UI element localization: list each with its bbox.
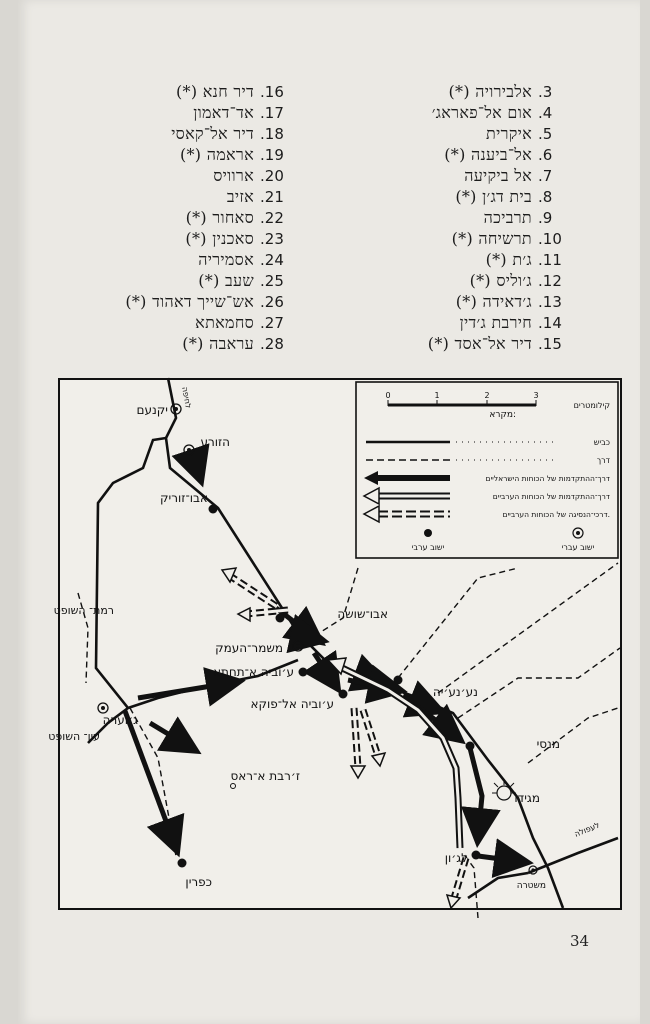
label-kafrin: כפרין [185,875,212,889]
scale-tick: 2 [484,391,490,400]
list-item: 27. סחמאתא [195,313,284,332]
legend-arab-advance: דרך־ההתקדמות של הכוחות הערביים [492,492,610,501]
legend [356,382,618,558]
list-item: 15. דיר אל־אסד (*) [427,334,562,353]
list-item: 13. ג׳דאידה (*) [455,292,562,311]
label-mansi: מנסי [536,737,560,751]
label-yokneam: יקנעם [136,403,168,417]
list-item: 10. תרשיחה (*) [451,229,562,248]
list-item: 17. אד־דאמון [193,103,284,122]
label-naghnaghiya: נע׳נע׳יה [432,685,478,699]
legend-road: כביש [593,438,610,447]
label-juara: ג׳וערה [102,713,138,727]
label-ramat-hashofet: רמת־ השופט [53,604,114,617]
list-item: 4. אום אל־פאראג׳ [431,103,553,122]
village-list-left [70,82,290,355]
list-item: 5. איקרית [486,124,553,143]
label-abu-shusha: אבו־שושה [337,607,388,621]
label-megiddo: מגידו [514,791,540,805]
list-item: 26. אש־שייך דאהוד (*) [125,292,284,311]
scale-tick: 0 [385,391,391,400]
legend-title: מקרא: [489,410,516,420]
list-item: 14. חירבת ג׳דין [459,313,562,332]
list-item: 6. אל־ביענה (*) [444,145,553,164]
legend-israeli-advance: דרך־ההתקדמות של הכוחות הישראליים [485,474,610,483]
list-item: 21. אזיב [226,187,284,206]
list-item: 22. סאחור (*) [185,208,284,227]
scale-tick: 1 [434,391,440,400]
list-item: 8. בית דג׳ן (*) [455,187,553,206]
label-khirbat-ras: ז׳רבת א־ראס [230,769,300,783]
list-item: 28. עראבה (*) [182,334,284,353]
label-mishmar-haemek: משמר־העמק [215,641,283,655]
list-item: 19. אראמה (*) [179,145,284,164]
legend-arab-village: ישוב ערבי [411,543,445,552]
list-item: 23. סאכנין (*) [185,229,284,248]
village-list-right [318,82,568,355]
label-police: משטרה [516,881,546,891]
list-item: 24. אסמיריה [198,250,284,269]
list-item: 9. תרביכה [483,208,553,227]
label-ghubaiya-tahta: ע׳וביה א־תחתא [212,665,294,679]
list-item: 11. ג׳ת (*) [485,250,562,269]
list-item: 18. דיר אל־קאסי [171,124,284,143]
scale-tick: 3 [533,391,539,400]
list-item: 20. ארוויס [213,166,284,185]
label-hazorea: הזורע [200,435,230,449]
list-item: 25. שעב (*) [198,271,284,290]
list-item: 3. אלבירויה (*) [448,82,553,101]
legend-arab-retreat: דרכי־הנסיגה של הכוחות הערביים. [502,510,610,519]
list-item: 16. דיר חנא (*) [176,82,284,101]
label-ein-hashofet: עין־ השופט [48,730,100,743]
legend-jewish-settlement: ישוב עברי [561,543,595,552]
list-item: 12. ג׳וליס (*) [469,271,562,290]
label-to-afula: לעפולה [573,820,602,839]
legend-track: דרך [596,456,610,465]
label-lajjun: לג׳ון [444,851,468,865]
label-abu-zureik: אבו־זוריק [160,491,208,505]
list-item: 7. אל ביקיעה [464,166,553,185]
book-page [18,0,640,1024]
label-ghubaiya-foqa: ע׳וביה אל־פוקא [250,697,334,711]
page-number: 34 [570,932,590,950]
label-to-haifa: לחיפה [180,386,193,410]
scale-unit: קילומטרים [573,401,610,410]
battle-map [48,378,624,912]
